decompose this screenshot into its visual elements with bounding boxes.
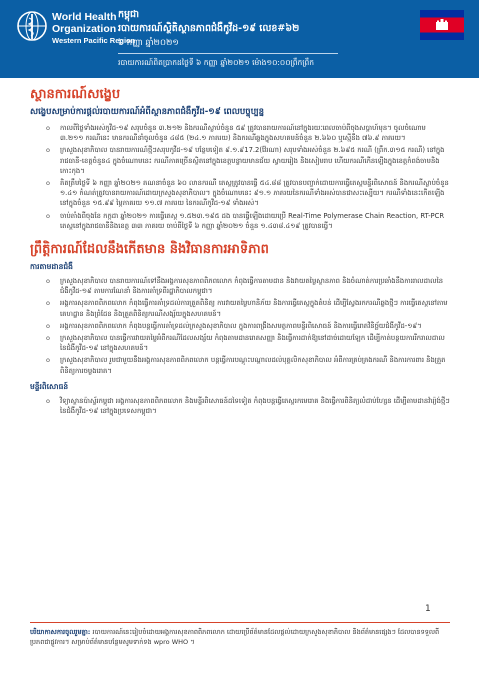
surveillance-subheading: ការតាមដានជំងឺ bbox=[30, 262, 73, 272]
situation-summary-subtitle: សង្ខេបសម្រាប់ការផ្តល់របាយការណ៍អំពីស្ថានភាពជំងឺកូវីដ-១៩ ពេលបច្ចុប្បន្ន bbox=[30, 107, 265, 117]
report-coverage: របាយការណ៍ពិតប្រាកដថ្ងៃទី ៦ កញ្ញា ឆ្នាំ២០២១ ម៉ោង១០:០០ព្រឹកព្រឹក bbox=[118, 58, 315, 67]
laboratory-list bbox=[30, 396, 450, 416]
summary-bullet: o គិតត្រឹមថ្ងៃទី ៦ កញ្ញា ឆ្នាំ២០២១ គណនាចំនួន ៦០ លានករណី តេស្តត្រូវបានធ្វើ ៥៤.៨៨ ត្រូវបានបញ្ជាក់ដោយការធ្វើតេស្តមន្ទីរពិសោធន៍ និងករណីស្លាប់ចំនួន ១.៤១ កំណត់ត្រូវបានរាយការណ៍ដោយក្រសួងសុខាភិបាល។ ក្នុងចំណោមនេះ ៩១.១ ភាគរយនៃករណីទាំងអស់បានជាសះស្បើយ។ ករណីទាំងនេះកើតឡើងនៅក្នុងចំនួន ១៥.៩៩ ម្ភៃភាគរយ ១១.៧ ភាគរយ នៃករណីកូវីដ-១៩ ទាំងអស់។ bbox=[30, 178, 450, 209]
events-priorities-title: ព្រឹត្តិការណ៍ដែលនឹងកើតមាន និងវិធានការអាទិភាព bbox=[30, 242, 269, 258]
title-divider bbox=[118, 53, 338, 54]
report-body bbox=[30, 86, 450, 418]
laboratory-bullet: o វិទ្យាស្ថានប៉ាស្ទ័រកម្ពុជា អង្គការសុខភាពពិភពលោក និងមន្ទីរពិសោធន៍ដទៃទៀត កំពុងបន្តធ្វើតេស្តរកមេរោគ និងធ្វើការពិនិត្យលំដាប់ហ្សែន ដើម្បីតាមដានវ៉ារ្យ៉ង់ថ្មីៗ នៃជំងឺកូវីដ-១៩ នៅក្នុងប្រទេសកម្ពុជា។ bbox=[30, 396, 450, 416]
surveillance-bullet: o ក្រសួងសុខាភិបាល រួមជាមួយនឹងអង្គការសុខភាពពិភពលោក បន្តធ្វើការបណ្តុះបណ្តាលដល់បុគ្គលិកសុខាភិបាល អំពីការគ្រប់គ្រងករណី និងការការពារ និងត្រួតពិនិត្យការចម្លងរោគ។ bbox=[30, 355, 450, 375]
page-number: 1 bbox=[425, 604, 431, 614]
footer-label: បរិយាកាសការចូលរួមគ្នា: bbox=[30, 628, 91, 636]
situation-summary-title: ស្ថានការណ៍សង្ខេប bbox=[30, 87, 121, 102]
country-name: កម្ពុជា bbox=[118, 9, 140, 20]
surveillance-bullet: o អង្គការសុខភាពពិភពលោក កំពុងបន្តធ្វើការគាំទ្រដល់ក្រសួងសុខាភិបាល ក្នុងការពង្រឹងសមត្ថភាពមន្ទីរពិសោធន៍ និងការធ្វើរោគវិនិច្ឆ័យជំងឺកូវីដ-១៩។ bbox=[30, 321, 450, 331]
org-line-2: Organization bbox=[52, 23, 117, 35]
surveillance-bullet: o អង្គការសុខភាពពិភពលោក កំពុងធ្វើការគាំទ្រដល់ការត្រួតពិនិត្យ ការវាយតម្លៃហានិភ័យ និងការធ្វើតេស្តក្នុងតំបន់ ដើម្បីស្វែងរកករណីឆ្លងថ្មីៗ ការធ្វើតេស្តនៅតាមគេហដ្ឋាន និងព្រំដែន និងត្រួតពិនិត្យករណីសង្ស័យក្នុងសហគមន៍។ bbox=[30, 298, 450, 318]
situation-summary-list bbox=[30, 123, 450, 231]
report-header bbox=[0, 0, 479, 78]
org-region: Western Pacific Region bbox=[52, 36, 136, 45]
who-emblem-icon bbox=[16, 10, 48, 42]
document-title-block bbox=[118, 8, 418, 70]
summary-bullet: o ក្រសួងសុខាភិបាល បានរាយការណ៍ថ្មីៗសរុបកូវីដ-១៩ បន្ថែមទៀត ៩.១.៩17.2(វ៉ែរណា) សរុបទាំងអស់ចំនួន ២.៦៩៥ ករណី (ព្រឹក.៣១៥ ករណី) នៅក្នុងរាជធានី-ខេត្តចំនួន៤ ក្នុងចំណោមនេះ ករណីភាគច្រើនស្ថិតនៅក្នុងខេត្តបន្ទាយមានជ័យ ស្វាយរៀង និងសៀមរាប ហើយករណីកើនឡើងក្នុងខេត្តកំពង់ចាមនិងកោះកុង។ bbox=[30, 145, 450, 176]
footer-note bbox=[30, 622, 450, 647]
report-date: ៦ កញ្ញា ឆ្នាំ២០២១ bbox=[118, 38, 179, 48]
footer-text: របាយការណ៍នេះរៀបចំដោយអង្គការសុខភាពពិភពលោក ដោយប្រើព័ត៌មានដែលផ្តល់ដោយក្រសួងសុខាភិបាល និងព័ត៌មានផ្សេងៗ ដែលបានទទួលពីប្រភពជាផ្លូវការ។ សម្រាប់ព័ត៌មានបន្ថែមសូមទាក់ទង wpro WHO ។ bbox=[30, 628, 440, 646]
laboratory-subheading: មន្ទីរពិសោធន៍ bbox=[30, 381, 69, 391]
surveillance-bullet: o ក្រសួងសុខាភិបាល បានរាយការណ៍ទៅនឹងអង្គការសុខភាពពិភពលោក កំពុងធ្វើការតាមដាន និងវាយតម្លៃស្ថានភាព និងចំណាត់ការប្រឆាំងនឹងការរាលដាលនៃជំងឺកូវីដ-១៩ តាមការណែនាំ និងការគាំទ្រពីរដ្ឋាភិបាលកម្ពុជា។ bbox=[30, 276, 450, 296]
cambodia-flag-icon bbox=[420, 10, 464, 40]
summary-bullet: o ចាប់តាំងពីចុងខែ កក្កដា ឆ្នាំ២០២១ ការធ្វើតេស្ត ១.៥២៣.១៩៥ ដង បានធ្វើឡើងដោយប្រើ Real-Time Polymerase Chain Reaction, RT-PCR តេស្តនៅក្នុងរាជធានីនិងខេត្ត ៣៣ ភាគរយ ចាប់ពីថ្ងៃទី ៦ កញ្ញា ឆ្នាំ២០២១ ចំនួន ១.៤៣៨.៤១៩ ត្រូវបានធ្វើ។ bbox=[30, 211, 450, 231]
surveillance-bullet: o ក្រសួងសុខាភិបាល បានធ្វើការវាយតម្លៃអំពីករណីដែលសង្ស័យ កំពុងតាមដានរោគសញ្ញា និងធ្វើការដាក់ឱ្យនៅដាច់ដោយឡែក ដើម្បីកាត់បន្ថយការរីករាលដាលនៃជំងឺកូវីដ-១៩ នៅក្នុងសហគមន៍។ bbox=[30, 333, 450, 353]
report-title: របាយការណ៍ស្ថិតិស្ថានភាពជំងឺកូវីដ-១៩ លេខ#៦២ bbox=[118, 23, 300, 34]
org-line-1: World Health bbox=[52, 11, 117, 23]
summary-bullet: o កាលពីថ្ងៃទាំងអស់កូវីដ-១៩ សរុបចំនួន ៣.២១២ និងករណីស្លាប់ចំនួន ៥៩ ត្រូវបានរាយការណ៍នៅក្នុងរយៈពេលចាប់ពីចុងសប្តាហ៍មុន។ ចូលចំណោម ៣.២១១ ករណីនេះ មានករណីនាំចូលចំនួន ៤៨៥ (២៤.១ ភាគរយ) និងករណីឆ្លងក្នុងសហគមន៍ចំនួន ២.៦៦០ ឬស្មើនឹង ៧៦.៩ ភាគរយ។ bbox=[30, 123, 450, 143]
surveillance-list bbox=[30, 276, 450, 376]
